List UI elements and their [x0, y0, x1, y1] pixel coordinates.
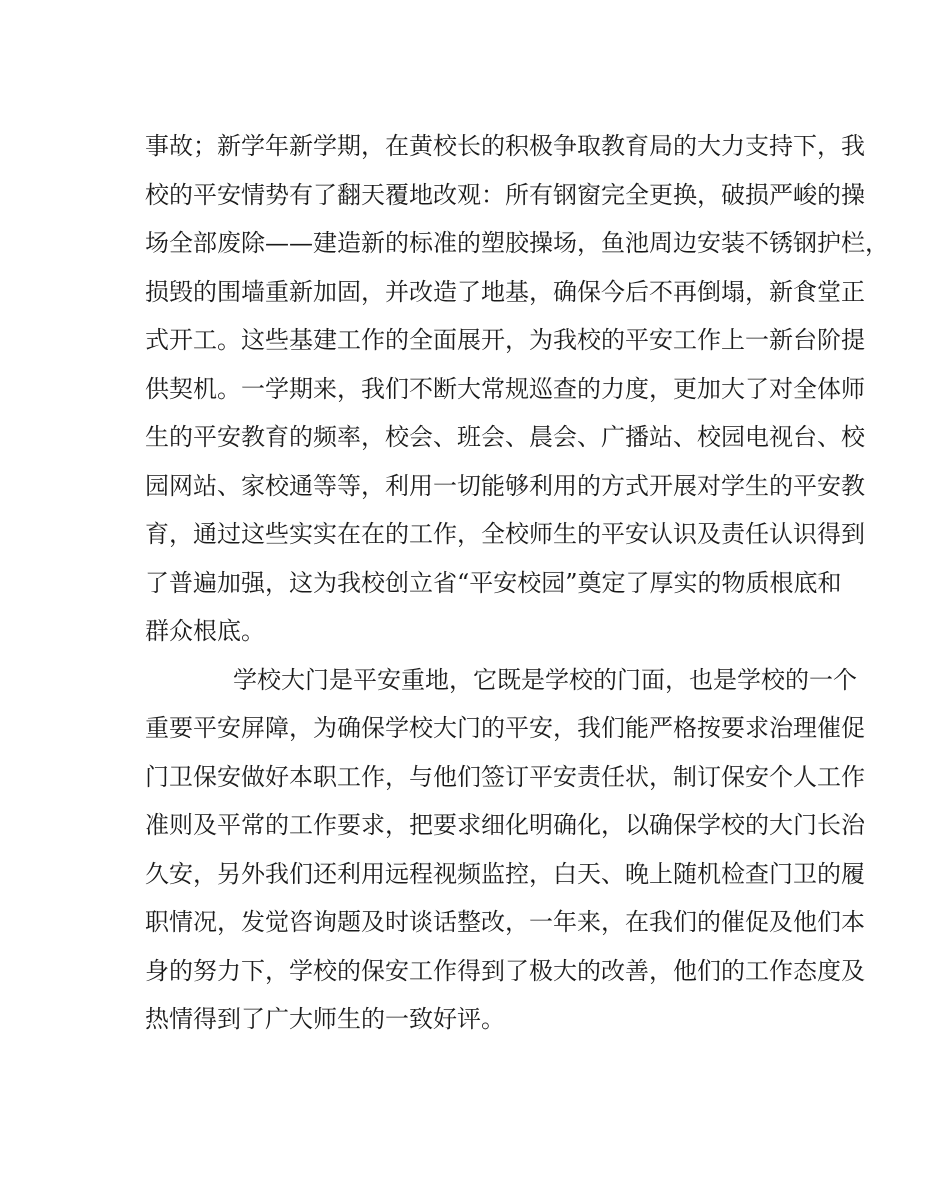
paragraph-line: 育，通过这些实实在在的工作，全校师生的平安认识及责任认识得到 — [145, 520, 865, 548]
paragraph-line: 重要平安屏障，为确保学校大门的平安，我们能严格按要求治理催促 — [145, 714, 865, 742]
paragraph-line: 了普遍加强，这为我校创立省“平安校园”奠定了厚实的物质根底和 — [145, 568, 842, 597]
paragraph-line: 身的努力下，学校的保安工作得到了极大的改善，他们的工作态度及 — [145, 956, 865, 985]
paragraph-line: 门卫保安做好本职工作，与他们签订平安责任状，制订保安个人工作 — [145, 762, 865, 791]
paragraph-line: 校的平安情势有了翻天覆地改观：所有钢窗完全更换，破损严峻的操 — [145, 180, 865, 209]
paragraph-line: 职情况，发觉咨询题及时谈话整改，一年来，在我们的催促及他们本 — [145, 908, 865, 936]
paragraph-line: 事故；新学年新学期，在黄校长的积极争取教育局的大力支持下，我 — [145, 132, 865, 160]
paragraph-1 — [145, 122, 889, 656]
paragraph-line: 损毁的围墙重新加固，并改造了地基，确保今后不再倒塌，新食堂正 — [145, 277, 865, 306]
paragraph-line: 生的平安教育的频率，校会、班会、晨会、广播站、校园电视台、校 — [145, 423, 865, 451]
paragraph-line: 式开工。这些基建工作的全面展开，为我校的平安工作上一新台阶提 — [145, 326, 865, 354]
paragraph-line: 群众根底。 — [145, 617, 265, 645]
paragraph-line: 园网站、家校通等等，利用一切能够利用的方式开展对学生的平安教 — [145, 471, 865, 500]
paragraph-line: 久安，另外我们还利用远程视频监控，白天、晚上随机检查门卫的履 — [145, 859, 865, 888]
paragraph-2 — [145, 656, 865, 1044]
paragraph-line: 学校大门是平安重地，它既是学校的门面，也是学校的一个 — [233, 665, 857, 694]
paragraph-line: 准则及平常的工作要求，把要求细化明确化，以确保学校的大门长治 — [145, 811, 865, 839]
document-body — [145, 122, 889, 1044]
paragraph-line: 供契机。一学期来，我们不断大常规巡查的力度，更加大了对全体师 — [145, 374, 865, 403]
paragraph-line: 场全部废除——建造新的标准的塑胶操场，鱼池周边安装不锈钢护栏， — [145, 229, 889, 257]
paragraph-line: 热情得到了广大师生的一致好评。 — [145, 1005, 505, 1033]
